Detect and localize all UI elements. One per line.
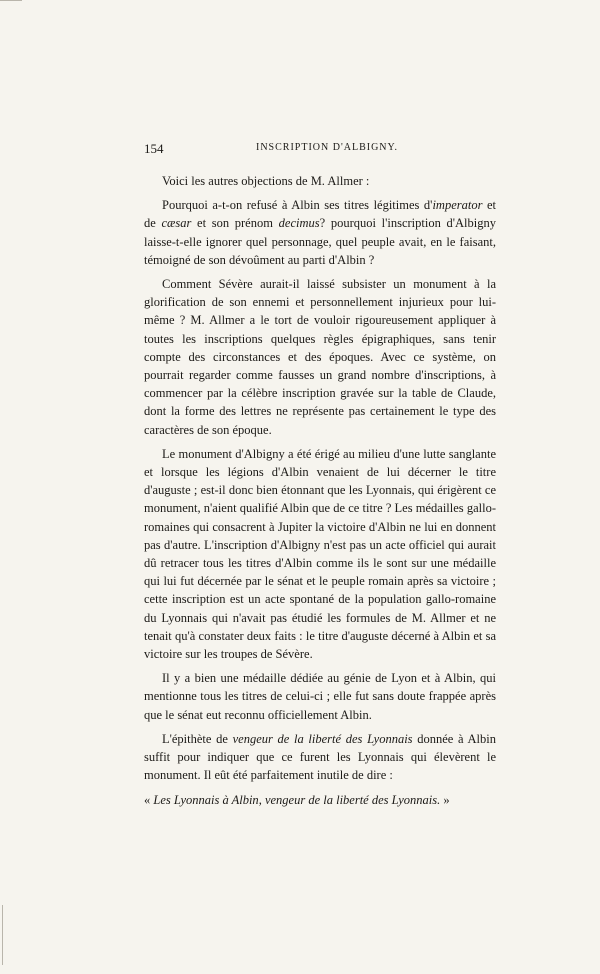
paragraph-1: Voici les autres objections de M. Allmer : <box>162 174 370 188</box>
text-run: L'épithète de <box>162 731 233 746</box>
paragraph-6 <box>144 730 496 785</box>
italic-run: Les Lyonnais à Albin <box>153 792 259 807</box>
text-run: Pourquoi a-t-on refusé à Albin ses titres légitimes d' <box>162 198 433 213</box>
paragraph-2 <box>144 196 496 269</box>
running-title: INSCRIPTION D'ALBIGNY. <box>256 142 398 153</box>
paragraph-5: Il y a bien une médaille dédiée au génie de Lyon et à Albin, qui mentionne tous les titres de celui-ci ; elle fut sans doute frappée après que le sénat eut reconnu officiellement Albin. <box>144 671 496 722</box>
running-header <box>144 141 496 157</box>
page-number: 154 <box>144 141 164 156</box>
page-body <box>144 172 496 815</box>
paragraph-4: Le monument d'Albigny a été érigé au milieu d'une lutte sanglante et lorsque les légions d'Albin venaient de lui décerner le titre d'auguste ; est-il donc bien étonnant que les Lyonnais, qui érigèrent ce monument, n'aient qualifié Albin que de ce titre ? Les médailles gallo-romaines qui consacrent à Jupiter la victoire d'Albin ne lui en donnent pas d'autre. L'inscription d'Albigny n'est pas un acte officiel qui aurait dû retracer tous les titres d'Albin comme ils le sont sur une médaille qui lui fut décernée par le sénat et le peuple romain après sa victoire ; cette inscription est un acte spontané de la population gallo-romaine du Lyonnais qui n'avait pas étudié les formules de M. Allmer et ne tenait qu'à constater deux faits : le titre d'auguste décerné à Albin et sa victoire sur les troupes de Sévère. <box>144 446 496 662</box>
text-run: et son prénom <box>191 216 279 231</box>
paragraph-3: Comment Sévère aurait-il laissé subsister un monument à la glorification de son ennemi et personnellement injurieux pour lui-même ? M. Allmer a le tort de vouloir rigoureusement appliquer à toutes les inscriptions quelques règles épigraphiques, sans tenir compte des circonstances et des époques. Avec ce système, on pourrait regarder comme fausses un grand nombre d'inscriptions, à commencer par la célèbre inscription gravée sur la table de Claude, dont la forme des lettres ne représente pas certainement le type des caractères de son époque. <box>144 277 496 437</box>
scan-edge-mark-top <box>0 0 22 1</box>
italic-run: cæsar <box>161 216 192 231</box>
quote-mark-open: « <box>144 792 154 807</box>
italic-run: imperator <box>432 198 483 213</box>
italic-run: vengeur de la liberté des Lyonnais. <box>264 792 441 807</box>
italic-run: decimus <box>278 216 320 231</box>
quote-mark-close: » <box>440 792 450 807</box>
scan-edge-mark-bottom <box>2 905 3 965</box>
text-run: ? pourquoi l'inscription d'Albigny laisse-t-elle ignorer quel personnage, quel peuple avait, en le faisant, témoigné de son dévoûment au parti d'Albin ? <box>144 216 496 267</box>
text-run: , <box>258 792 265 807</box>
text-run: donnée à Albin suffit pour indiquer que ce furent les Lyonnais qui élevèrent le monument. Il eût été parfaitement inutile de dire : <box>144 731 496 783</box>
text-run: et de <box>144 198 496 231</box>
italic-run: vengeur de la liberté des Lyonnais <box>232 731 413 746</box>
quoted-dedication <box>144 791 496 809</box>
